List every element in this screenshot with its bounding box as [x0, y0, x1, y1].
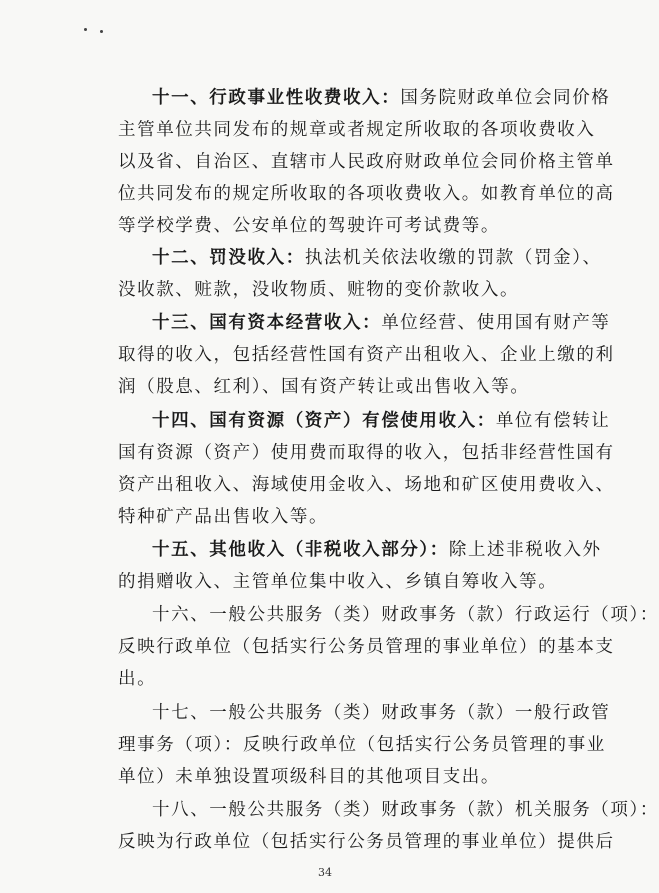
- paragraph-12-heading: 十二、罚没收入：: [152, 248, 305, 268]
- paragraph-11-line-1: 十一、行政事业性收费收入：国务院财政单位会同价格: [152, 88, 611, 108]
- page-number: 34: [318, 866, 332, 879]
- paragraph-11-line-4: 位共同发布的规定所收取的各项收费收入。如教育单位的高: [118, 184, 615, 204]
- paragraph-11-line-2: 主管单位共同发布的规章或者规定所收取的各项收费收入: [118, 120, 596, 140]
- scan-speck: [100, 30, 103, 33]
- paragraph-14-line-1: 十四、国有资源（资产）有偿使用收入：单位有偿转让: [152, 411, 611, 431]
- paragraph-13-line-3: 润（股息、红利）、国有资产转让或出售收入等。: [118, 377, 530, 397]
- paragraph-14-line-3: 资产出租收入、海域使用金收入、场地和矿区使用费收入、: [118, 475, 615, 495]
- paragraph-14-line-4: 特种矿产品出售收入等。: [118, 507, 329, 527]
- paragraph-15-line-2: 的捐赠收入、主管单位集中收入、乡镇自筹收入等。: [118, 572, 558, 592]
- paragraph-13-line-2: 取得的收入，包括经营性国有资产出租收入、企业上缴的利: [118, 345, 615, 365]
- paragraph-17-line-2: 理事务（项）：反映行政单位（包括实行公务员管理的事业: [118, 735, 606, 755]
- paragraph-11-heading: 十一、行政事业性收费收入：: [152, 88, 401, 108]
- paragraph-16-line-1: 十六、一般公共服务（类）财政事务（款）行政运行（项）：: [152, 605, 659, 625]
- paragraph-12-line-2: 没收款、赃款，没收物质、赃物的变价款收入。: [118, 280, 520, 300]
- paragraph-15-heading: 十五、其他收入（非税收入部分）：: [152, 540, 449, 560]
- paragraph-11-line-3: 以及省、自治区、直辖市人民政府财政单位会同价格主管单: [118, 152, 615, 172]
- paragraph-18-line-1: 十八、一般公共服务（类）财政事务（款）机关服务（项）：: [152, 800, 659, 820]
- paragraph-18-line-2: 反映为行政单位（包括实行公务员管理的事业单位）提供后: [118, 832, 615, 852]
- paragraph-13-heading: 十三、国有资本经营收入：: [152, 313, 382, 333]
- paragraph-17-line-1: 十七、一般公共服务（类）财政事务（款）一般行政管: [152, 703, 611, 723]
- paragraph-14-heading: 十四、国有资源（资产）有偿使用收入：: [152, 411, 496, 431]
- paragraph-16-line-3: 出。: [118, 669, 157, 689]
- scan-speck: [84, 28, 87, 31]
- paragraph-15-line-1: 十五、其他收入（非税收入部分）：除上述非税收入外: [152, 540, 602, 560]
- paragraph-12-line-1: 十二、罚没收入：执法机关依法收缴的罚款（罚金）、: [152, 248, 602, 268]
- paragraph-17-line-3: 单位）未单独设置项级科目的其他项目支出。: [118, 767, 500, 787]
- paragraph-13-line-1: 十三、国有资本经营收入：单位经营、使用国有财产等: [152, 313, 611, 333]
- paragraph-16-line-2: 反映行政单位（包括实行公务员管理的事业单位）的基本支: [118, 637, 615, 657]
- paragraph-11-line-5: 等学校学费、公安单位的驾驶许可考试费等。: [118, 216, 500, 236]
- paragraph-14-line-2: 国有资源（资产）使用费而取得的收入，包括非经营性国有: [118, 443, 615, 463]
